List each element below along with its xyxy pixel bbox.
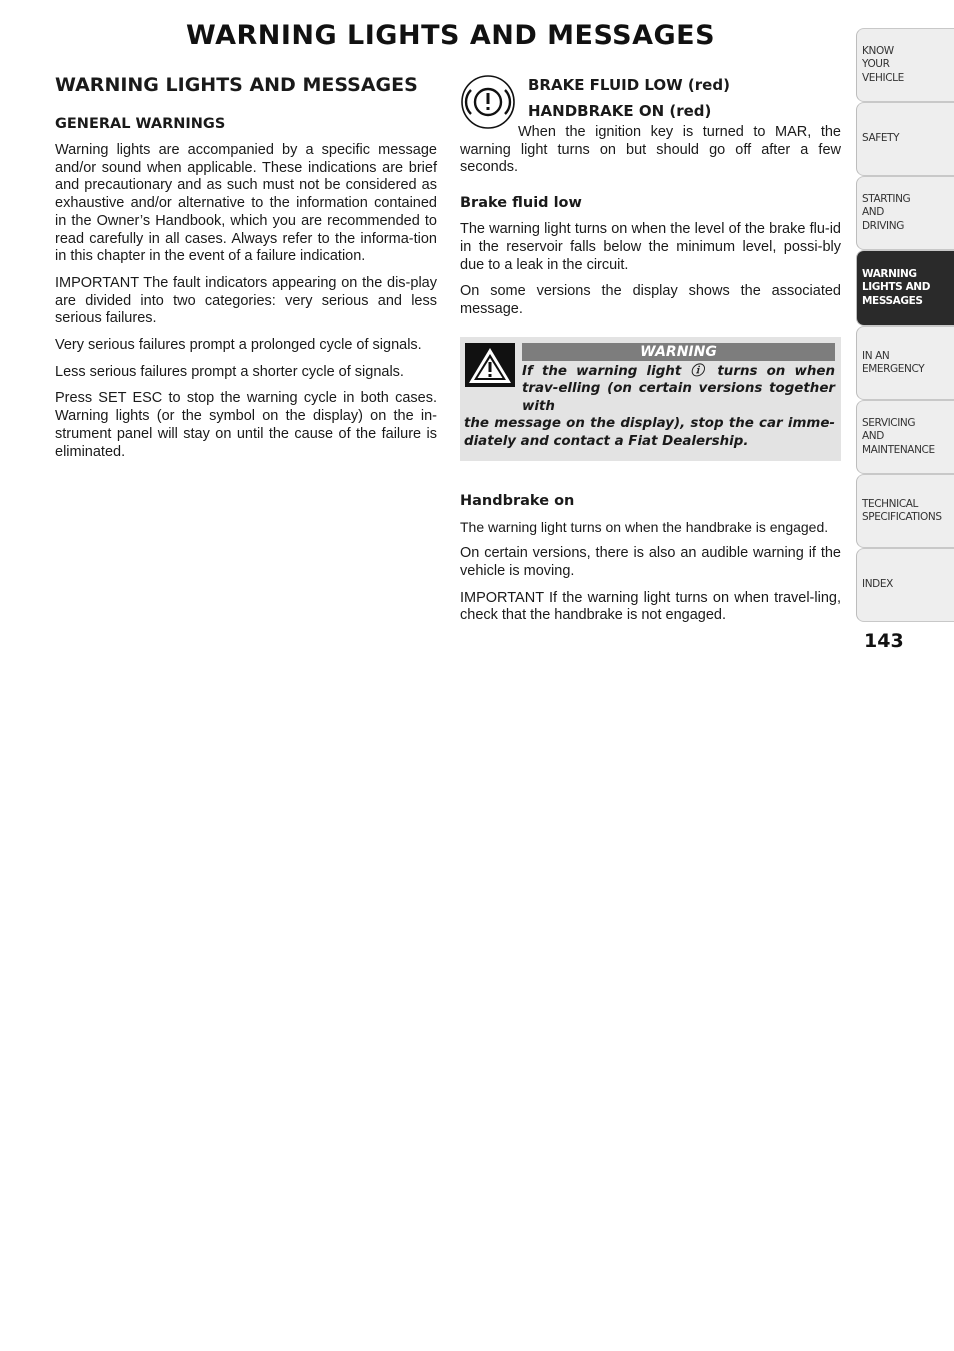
tab-label: TECHNICAL SPECIFICATIONS: [862, 497, 942, 523]
tab-starting-and-driving[interactable]: [856, 176, 954, 250]
tab-safety[interactable]: [856, 102, 954, 176]
page-title: WARNING LIGHTS AND MESSAGES: [186, 20, 716, 51]
general-warnings-title: GENERAL WARNINGS: [55, 116, 226, 132]
paragraph: The warning light turns on when the handbrake is engaged.: [460, 518, 829, 535]
tab-label: KNOW YOUR VEHICLE: [862, 44, 904, 84]
warning-label: WARNING: [522, 343, 835, 361]
left-column: [55, 74, 437, 470]
handbrake-heading: HANDBRAKE ON (red): [528, 102, 712, 120]
tab-know-your-vehicle[interactable]: [856, 28, 954, 102]
paragraph: IMPORTANT If the warning light turns on when travel-ling, check that the handbrake is not engaged.: [460, 589, 841, 624]
page-number: 143: [864, 630, 904, 652]
paragraph: Very serious failures prompt a prolonged cycle of signals.: [55, 337, 422, 354]
paragraph: Press SET ESC to stop the warning cycle in both cases. Warning lights (or the symbol on the display) on the in-strument panel will stay on until the cause of the failure is eliminated.: [55, 390, 437, 460]
warning-light-heading: [460, 74, 841, 130]
brake-fluid-heading: BRAKE FLUID LOW (red): [528, 76, 730, 94]
warning-text: [464, 363, 835, 451]
section-title: WARNING LIGHTS AND MESSAGES: [55, 74, 418, 96]
paragraph: Warning lights are accompanied by a specific message and/or sound when applicable. These indications are brief and precautionary and as such must not be considered as exhaustive and/or alternative to the information contained in the Owner’s Handbook, which you are recommended to read carefully in all cases. Always refer to the informa-tion in this chapter in the event of a failure indication.: [55, 142, 437, 265]
tab-label: INDEX: [862, 578, 893, 591]
tab-label: STARTING AND DRIVING: [862, 192, 911, 232]
warning-box: [460, 337, 841, 461]
tab-in-an-emergency[interactable]: [856, 326, 954, 400]
brake-fluid-title: Brake fluid low: [460, 195, 582, 212]
tab-servicing-and-maintenance[interactable]: [856, 400, 954, 474]
paragraph: On some versions the display shows the associated message.: [460, 283, 841, 317]
tab-warning-lights-and-messages[interactable]: [856, 250, 954, 326]
right-column: [460, 74, 841, 634]
paragraph: IMPORTANT The fault indicators appearing on the dis-play are divided into two categories: very serious and less serious failures.: [55, 274, 437, 327]
tab-index[interactable]: [856, 548, 954, 622]
handbrake-title: Handbrake on: [460, 492, 575, 509]
warning-text-b: the message on the display), stop the car imme-diately and contact a Fiat Dealership.: [464, 416, 835, 449]
tab-label: SAFETY: [862, 132, 900, 145]
tab-technical-specifications[interactable]: [856, 474, 954, 548]
paragraph: The warning light turns on when the level of the brake flu-id in the reservoir falls below the minimum level, possi-bly due to a leak in the circuit.: [460, 221, 841, 273]
paragraph: Less serious failures prompt a shorter cycle of signals.: [55, 363, 404, 380]
warning-triangle-icon: [465, 343, 515, 387]
tab-label: IN AN EMERGENCY: [862, 349, 925, 375]
tab-label: SERVICING AND MAINTENANCE: [862, 416, 935, 456]
tab-label: WARNING LIGHTS AND MESSAGES: [862, 267, 931, 307]
paragraph: On certain versions, there is also an audible warning if the vehicle is moving.: [460, 545, 841, 579]
brake-warning-icon: [460, 74, 516, 130]
intro-paragraph: When the ignition key is turned to MAR, the warning light turns on but should go off after a few seconds.: [460, 124, 841, 176]
warning-text-a: If the warning light ⓘ turns on when trav-elling (on certain versions together with: [522, 363, 835, 414]
